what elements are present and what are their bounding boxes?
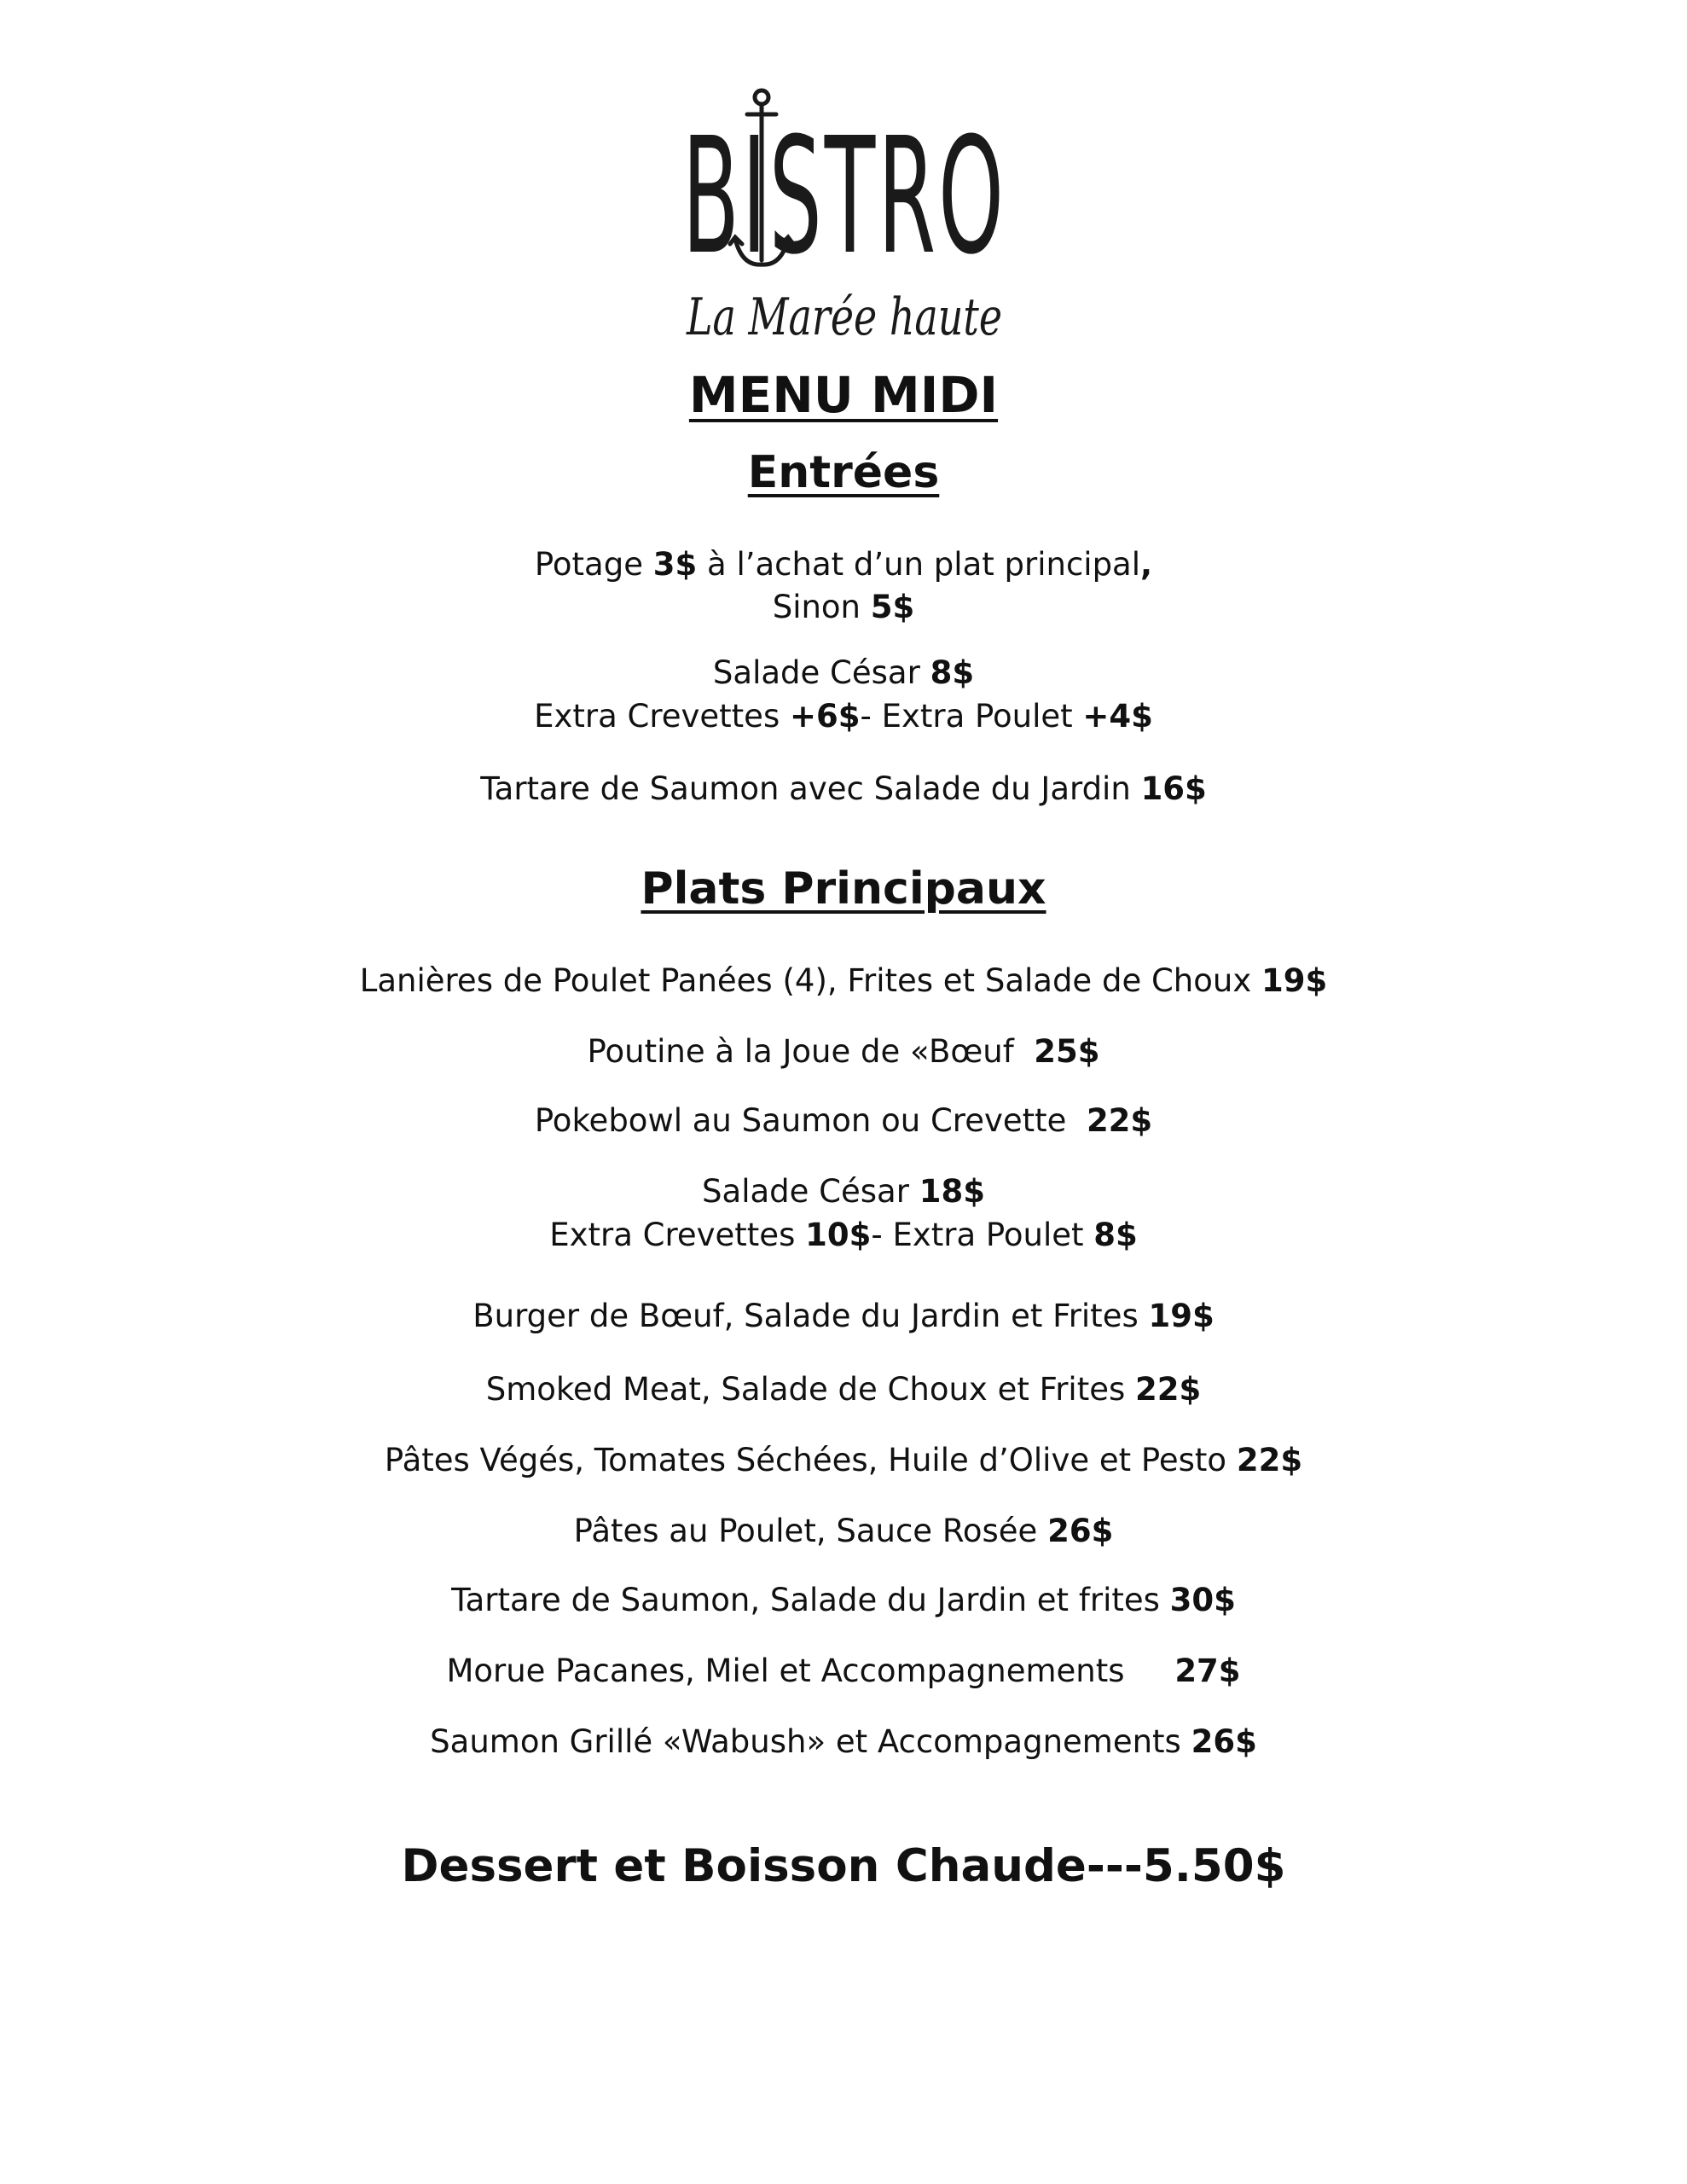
extra-price: +4$ [1082, 698, 1153, 735]
item-price: 19$ [1148, 1298, 1215, 1334]
extra-price: +6$ [789, 698, 861, 735]
extra-label: - Extra Poulet [860, 698, 1083, 735]
item-price: 3$ [652, 546, 698, 583]
entree-tartare [0, 768, 1687, 810]
item-name: Morue Pacanes, Miel et Accompagnements [446, 1653, 1175, 1689]
item-name: Lanières de Poulet Panées (4), Frites et Salade de Choux [359, 962, 1261, 999]
entree-caesar-extras [0, 695, 1687, 738]
item-price: 16$ [1140, 770, 1207, 807]
bistro-logo [674, 85, 1015, 350]
extra-label: - Extra Poulet [871, 1217, 1094, 1253]
item-price: 22$ [1135, 1371, 1202, 1408]
item-comma: , [1140, 546, 1153, 583]
item-price: 18$ [919, 1173, 985, 1210]
extra-label: Extra Crevettes [549, 1217, 806, 1253]
plat-item [0, 1031, 1687, 1073]
entree-caesar [0, 652, 1687, 694]
item-price: 30$ [1169, 1582, 1236, 1618]
item-price: 25$ [1034, 1033, 1100, 1070]
item-name: Salade César [712, 654, 930, 691]
item-name: Pâtes au Poulet, Sauce Rosée [573, 1513, 1048, 1549]
item-name: Salade César [702, 1173, 919, 1210]
item-name: Burger de Bœuf, Salade du Jardin et Frites [472, 1298, 1149, 1334]
extra-price: 8$ [1093, 1217, 1138, 1253]
item-price: 22$ [1236, 1442, 1303, 1478]
plat-item [0, 960, 1687, 1002]
entrees-heading: Entrées [747, 447, 940, 498]
logo-name: BISTRO [682, 103, 1006, 290]
item-name: Sinon [772, 589, 871, 625]
dessert-line: Dessert et Boisson Chaude---5.50$ [401, 1840, 1286, 1892]
plat-caesar-extras [0, 1214, 1687, 1257]
extra-price: 10$ [805, 1217, 872, 1253]
item-price: 19$ [1261, 962, 1328, 999]
item-price: 8$ [930, 654, 975, 691]
logo-subtitle: La Marée haute [686, 288, 1002, 347]
item-price: 26$ [1047, 1513, 1114, 1549]
plat-item [0, 1439, 1687, 1482]
plat-caesar [0, 1170, 1687, 1213]
item-name: Tartare de Saumon, Salade du Jardin et frites [451, 1582, 1170, 1618]
item-name: Smoked Meat, Salade de Choux et Frites [485, 1371, 1136, 1408]
item-condition: à l’achat d’un plat principal [697, 546, 1141, 583]
item-name: Saumon Grillé «Wabush» et Accompagnements [430, 1723, 1191, 1760]
item-name: Poutine à la Joue de «Bœuf [587, 1033, 1035, 1070]
plat-item [0, 1368, 1687, 1411]
plat-item [0, 1295, 1687, 1338]
plat-item [0, 1510, 1687, 1553]
anchor-logo-icon [674, 85, 1015, 350]
menu-title: MENU MIDI [688, 366, 999, 424]
plat-item [0, 1100, 1687, 1142]
item-name: Potage [534, 546, 653, 583]
item-price: 26$ [1191, 1723, 1257, 1760]
item-price: 27$ [1174, 1653, 1241, 1689]
plat-item [0, 1721, 1687, 1763]
entree-soup [0, 543, 1687, 586]
item-name: Tartare de Saumon avec Salade du Jardin [480, 770, 1141, 807]
entree-soup-otherwise [0, 586, 1687, 629]
item-price: 5$ [870, 589, 915, 625]
item-name: Pokebowl au Saumon ou Crevette [534, 1102, 1087, 1139]
item-name: Pâtes Végés, Tomates Séchées, Huile d’Olive et Pesto [384, 1442, 1237, 1478]
extra-label: Extra Crevettes [534, 698, 790, 735]
plat-item [0, 1650, 1687, 1693]
item-price: 22$ [1086, 1102, 1153, 1139]
plats-heading: Plats Principaux [641, 863, 1046, 915]
plat-item [0, 1579, 1687, 1622]
